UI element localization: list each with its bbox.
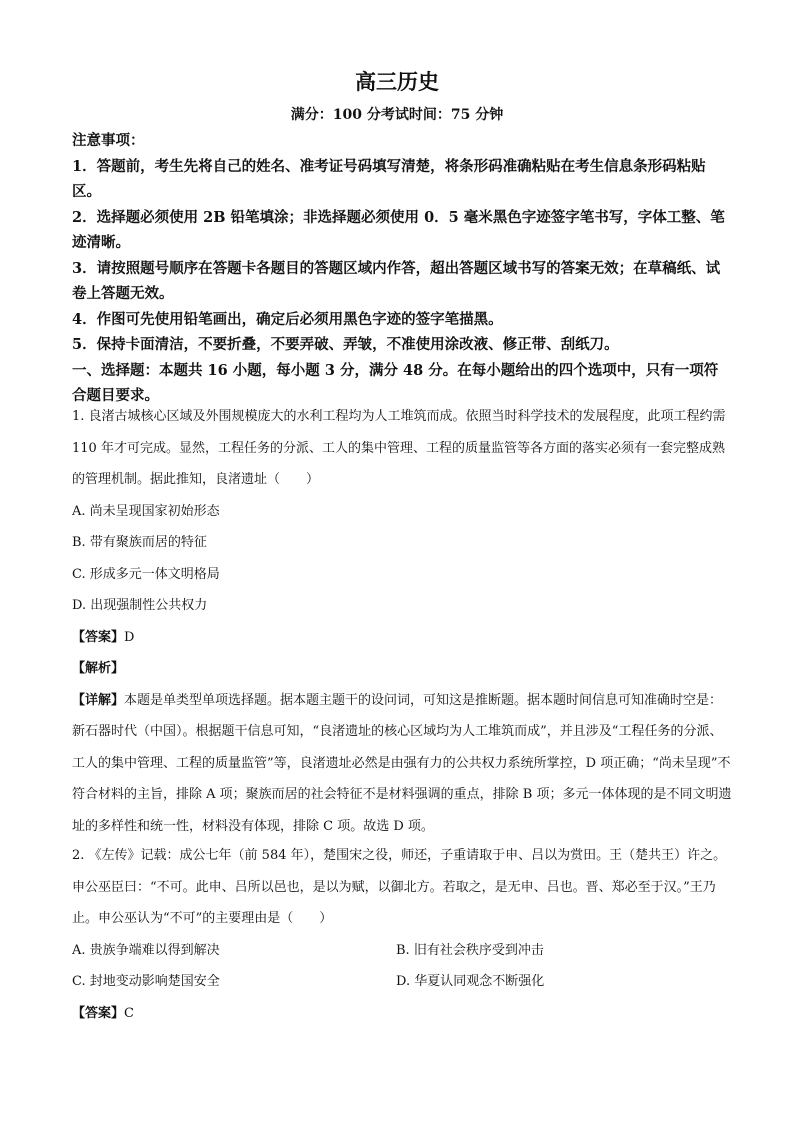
option-a: A. 尚未呈现国家初始形态 bbox=[72, 503, 220, 519]
option-c: C. 形成多元一体文明格局 bbox=[72, 566, 220, 582]
note-item: 1．答题前，考生先将自己的姓名、准考证号码填写清楚，将条形码准确粘贴在考生信息条形码粘贴区。 bbox=[72, 157, 706, 200]
note-item: 3．请按照题号顺序在答题卡各题目的答题区域内作答，超出答题区域书写的答案无效；在草稿纸、试卷上答题无效。 bbox=[72, 259, 721, 302]
answer-label: 【答案】 bbox=[72, 629, 125, 645]
exam-title: 高三历史 bbox=[355, 69, 439, 94]
option-a: A. 贵族争端难以得到解决 bbox=[72, 942, 220, 958]
note-item: 4．作图可先使用铅笔画出，确定后必须用黑色字迹的签字笔描黑。 bbox=[72, 310, 503, 328]
analysis-label: 【解析】 bbox=[72, 661, 125, 676]
option-b: B. 旧有社会秩序受到冲击 bbox=[396, 942, 544, 958]
answer-line bbox=[72, 622, 732, 654]
options-row-2 bbox=[72, 966, 732, 998]
option-c: C. 封地变动影响楚国安全 bbox=[72, 974, 220, 989]
question-stem: 1. 良渚古城核心区域及外围规模庞大的水利工程均为人工堆筑而成。依照当时科学技术的发展程度，此项工程约需 110 年才可完成。显然，工程任务的分派、工人的集中管理、工程的质量监管等各方面的落实必须有一套完整成熟的管理机制。据此推知，良渚遗址（ ） bbox=[72, 409, 726, 487]
options-row-1 bbox=[72, 935, 732, 967]
option-d: D. 华夏认同观念不断强化 bbox=[396, 974, 545, 989]
note-item: 5．保持卡面清洁，不要折叠，不要弄破、弄皱，不准使用涂改液、修正带、刮纸刀。 bbox=[72, 336, 619, 353]
question-1 bbox=[72, 401, 732, 842]
option-b: B. 带有聚族而居的特征 bbox=[72, 535, 207, 550]
question-2 bbox=[72, 840, 732, 1029]
answer-value: D bbox=[124, 629, 135, 645]
section-heading: 一、选择题：本题共 16 小题，每小题 3 分，满分 48 分。在每小题给出的四个选项中，只有一项符合题目要求。 bbox=[72, 361, 719, 404]
option-d: D. 出现强制性公共权力 bbox=[72, 598, 208, 613]
answer-label: 【答案】 bbox=[72, 1005, 125, 1021]
detail-label: 【详解】 bbox=[72, 692, 125, 708]
detail-paragraph bbox=[72, 685, 732, 843]
notes-heading: 注意事项： bbox=[72, 132, 145, 149]
note-item: 2．选择题必须使用 2B 铅笔填涂；非选择题必须使用 0．5 毫米黑色字迹签字笔书写，字体工整、笔迹清晰。 bbox=[72, 208, 725, 251]
notes-block bbox=[72, 128, 732, 409]
answer-value: C bbox=[124, 1005, 134, 1021]
exam-subtitle: 满分：100 分考试时间：75 分钟 bbox=[290, 107, 504, 123]
answer-line bbox=[72, 998, 732, 1030]
detail-text: 本题是单类型单项选择题。据本题主题干的设问词，可知这是推断题。据本题时间信息可知准确时空是：新石器时代（中国）。根据题干信息可知，“良渚遗址的核心区域均为人工堆筑而成”，并且涉及“工程任务的分派、工人的集中管理、工程的质量监管”等，良渚遗址必然是由强有力的公共权力系统所掌控，D 项正确；“尚未呈现”不符合材料的主旨，排除 A 项；聚族而居的社会特征不是材料强调的重点，排除 B 项；多元一体体现的是不同文明遗址的多样性和统一性，材料没有体现，排除 C 项。故选 D 项。 bbox=[72, 692, 732, 834]
question-stem: 2. 《左传》记载：成公七年（前 584 年），楚围宋之役，师还，子重请取于申、吕以为赏田。王（楚共王）许之。申公巫臣曰：“不可。此申、吕所以邑也，是以为赋，以御北方。若取之，是无申、吕也。晋、郑必至于汉。”王乃止。申公巫认为“不可”的主要理由是（ ） bbox=[72, 848, 727, 926]
